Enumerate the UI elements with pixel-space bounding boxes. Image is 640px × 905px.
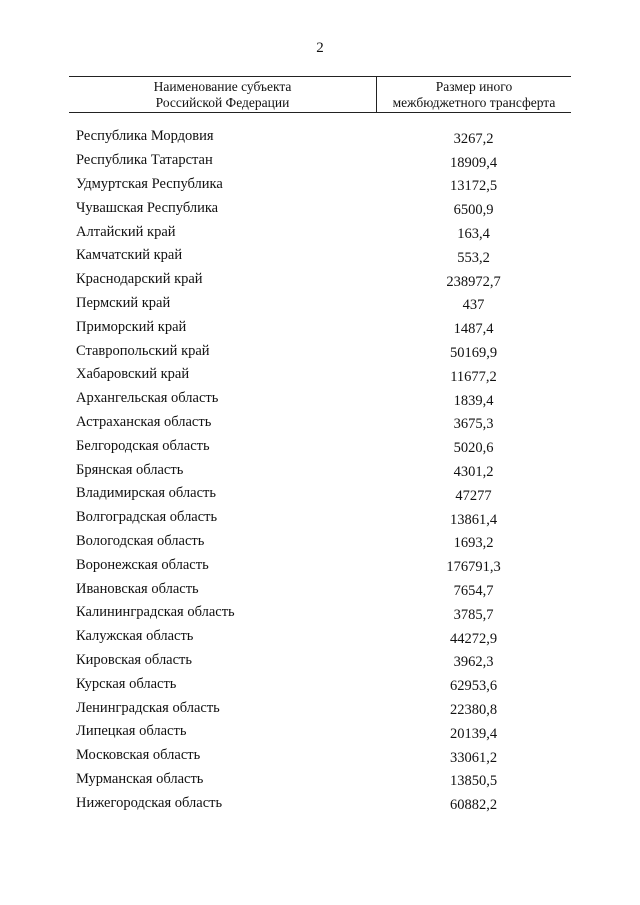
transfer-amount: 22380,8 (449, 702, 498, 719)
column-header-amount: Размер иного межбюджетного трансферта (392, 79, 556, 110)
table-row (69, 696, 571, 720)
page-number: 2 (316, 40, 324, 56)
region-name: Липецкая область (76, 723, 187, 740)
transfer-amount: 33061,2 (449, 749, 498, 766)
transfer-amount: 13172,5 (449, 178, 498, 195)
region-name: Республика Татарстан (76, 152, 213, 169)
table-row (69, 149, 571, 173)
table-row (69, 577, 571, 601)
transfer-amount: 238972,7 (446, 273, 501, 290)
transfer-amount: 3962,3 (453, 654, 494, 671)
region-name: Астраханская область (76, 413, 212, 430)
region-name: Ленинградская область (76, 699, 220, 716)
region-name: Кировская область (76, 651, 193, 668)
table-row (69, 125, 571, 149)
transfer-amount: 1487,4 (453, 321, 494, 338)
transfer-amount: 60882,2 (449, 797, 498, 814)
region-name: Приморский край (76, 318, 187, 335)
table-body (69, 125, 571, 815)
transfer-amount: 62953,6 (449, 678, 498, 695)
region-name: Чувашская Республика (76, 199, 219, 216)
transfer-amount: 1693,2 (453, 535, 494, 552)
table-row (69, 744, 571, 768)
table-header (69, 76, 571, 113)
table-row (69, 339, 571, 363)
transfer-amount: 18909,4 (449, 154, 498, 171)
table-row (69, 601, 571, 625)
transfer-amount: 3675,3 (453, 416, 494, 433)
table-row (69, 649, 571, 673)
region-name: Алтайский край (76, 223, 176, 240)
table-row (69, 387, 571, 411)
column-header-name: Наименование субъекта Российской Федерации (69, 77, 377, 112)
region-name: Удмуртская Республика (76, 175, 223, 192)
region-name: Белгородская область (76, 437, 210, 454)
transfer-amount: 3267,2 (453, 130, 494, 147)
transfer-amount: 163,4 (457, 226, 490, 243)
region-name: Калужская область (76, 628, 194, 645)
region-name: Нижегородская область (76, 794, 223, 811)
table-row (69, 363, 571, 387)
table-row (69, 173, 571, 197)
transfer-table (69, 76, 571, 815)
table-row (69, 530, 571, 554)
transfer-amount: 553,2 (457, 249, 490, 266)
table-row (69, 768, 571, 792)
region-name: Воронежская область (76, 556, 209, 573)
transfer-amount: 50169,9 (449, 345, 498, 362)
region-name: Курская область (76, 675, 177, 692)
table-row (69, 720, 571, 744)
table-row (69, 506, 571, 530)
table-row (69, 482, 571, 506)
transfer-amount: 6500,9 (453, 202, 494, 219)
transfer-amount: 4301,2 (453, 464, 494, 481)
transfer-amount: 20139,4 (449, 725, 498, 742)
table-row (69, 220, 571, 244)
table-row (69, 458, 571, 482)
region-name: Архангельская область (76, 390, 219, 407)
region-name: Вологодская область (76, 532, 205, 549)
table-row (69, 434, 571, 458)
region-name: Хабаровский край (76, 366, 190, 383)
region-name: Мурманская область (76, 770, 204, 787)
region-name: Московская область (76, 747, 201, 764)
region-name: Ставропольский край (76, 342, 210, 359)
transfer-amount: 1839,4 (453, 392, 494, 409)
transfer-amount: 437 (462, 297, 485, 314)
table-row (69, 196, 571, 220)
table-row (69, 625, 571, 649)
region-name: Республика Мордовия (76, 128, 214, 145)
transfer-amount: 11677,2 (450, 368, 497, 385)
region-name: Владимирская область (76, 485, 216, 502)
table-row (69, 553, 571, 577)
transfer-amount: 3785,7 (453, 606, 494, 623)
transfer-amount: 13861,4 (449, 511, 498, 528)
region-name: Брянская область (76, 461, 184, 478)
table-row (69, 268, 571, 292)
transfer-amount: 5020,6 (453, 440, 494, 457)
transfer-amount: 44272,9 (449, 630, 498, 647)
region-name: Пермский край (76, 294, 171, 311)
region-name: Краснодарский край (76, 271, 203, 288)
transfer-amount: 13850,5 (449, 773, 498, 790)
transfer-amount: 47277 (455, 487, 492, 504)
table-row (69, 292, 571, 316)
table-row (69, 791, 571, 815)
region-name: Калининградская область (76, 604, 235, 621)
table-row (69, 315, 571, 339)
transfer-amount: 176791,3 (446, 559, 501, 576)
region-name: Волгоградская область (76, 509, 218, 526)
table-row (69, 411, 571, 435)
table-row (69, 672, 571, 696)
table-row (69, 244, 571, 268)
region-name: Ивановская область (76, 580, 199, 597)
transfer-amount: 7654,7 (453, 583, 494, 600)
region-name: Камчатский край (76, 247, 183, 264)
